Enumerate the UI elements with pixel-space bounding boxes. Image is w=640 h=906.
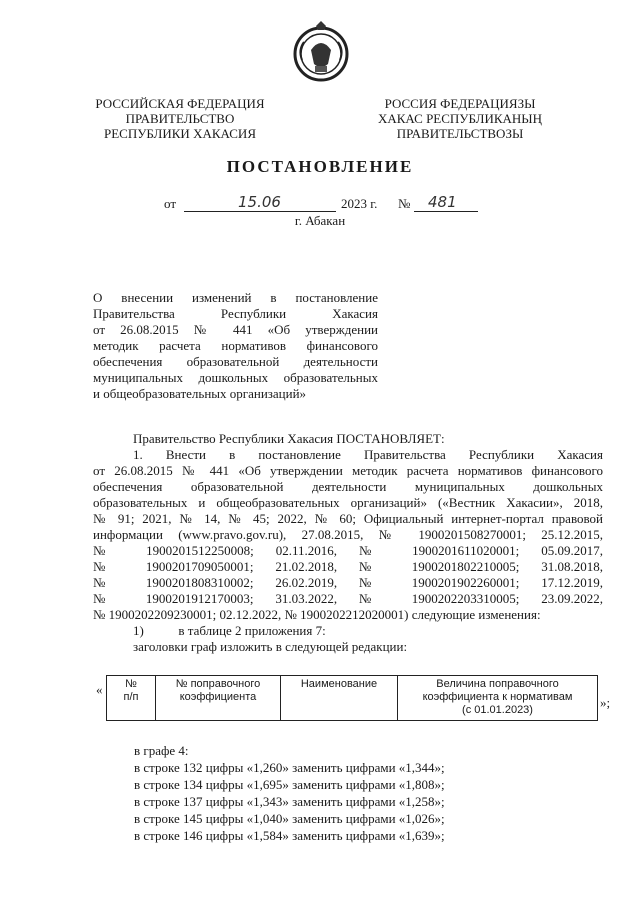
subject-line: и общеобразовательных организаций» bbox=[93, 386, 307, 401]
close-quote: »; bbox=[600, 695, 611, 710]
body-text bbox=[93, 431, 603, 655]
column-header-table bbox=[106, 675, 598, 721]
column-header-name: Наименование bbox=[281, 676, 398, 721]
subject-line: обеспечения образовательной деятельности bbox=[93, 354, 378, 369]
subclause-text: в таблице 2 приложения 7: bbox=[178, 623, 326, 638]
header-right-line: ХАКАС РЕСПУБЛИКАНЫҢ bbox=[377, 111, 543, 126]
body-line: № 1900201808310002; 26.02.2019, № 1900201902260001; 17.12.2019, bbox=[93, 575, 603, 590]
number-sign: № bbox=[398, 196, 411, 211]
body-line: № 1900202209230001; 02.12.2022, № 1900202212020001) следующие изменения: bbox=[93, 607, 541, 622]
body-line: № 1900201709050001; 21.02.2018, № 1900201802210005; 31.08.2018, bbox=[93, 559, 603, 574]
header-right-line: ПРАВИТЕЛЬСТВОЗЫ bbox=[396, 126, 524, 141]
body-line: обеспечения образовательной деятельности муниципальных дошкольных bbox=[93, 479, 603, 494]
body-line: № 91; 2021, № 14, № 45; 2022, № 60; Официальный интернет-портал правовой bbox=[93, 511, 603, 526]
body-intro: Правительство Республики Хакасия ПОСТАНОВЛЯЕТ: bbox=[133, 431, 445, 446]
header-left-line: РОССИЙСКАЯ ФЕДЕРАЦИЯ bbox=[95, 96, 265, 111]
date-year: 2023 г. bbox=[341, 196, 378, 211]
body-line: № 1900201512250008; 02.11.2016, № 1900201611020001; 05.09.2017, bbox=[93, 543, 603, 558]
changes-heading: в графе 4: bbox=[134, 743, 189, 758]
subject-line: от 26.08.2015 № 441 «Об утверждении bbox=[93, 322, 378, 337]
city-label: г. Абакан bbox=[294, 213, 346, 228]
date-prefix: от bbox=[164, 196, 177, 211]
body-line: от 26.08.2015 № 441 «Об утверждении методик расчета нормативов финансового bbox=[93, 463, 603, 478]
document-title: ПОСТАНОВЛЕНИЕ bbox=[226, 157, 414, 176]
table-row bbox=[107, 676, 598, 721]
body-line: 1. Внести в постановление Правительства Республики Хакасия bbox=[133, 447, 603, 462]
subject-block bbox=[93, 290, 378, 402]
subject-line: О внесении изменений в постановление bbox=[93, 290, 378, 305]
list-item: в строке 137 цифры «1,343» заменить цифрами «1,258»; bbox=[134, 794, 445, 809]
header-left-line: ПРАВИТЕЛЬСТВО bbox=[125, 111, 235, 126]
column-header-value: Величина поправочного коэффициента к нормативам (с 01.01.2023) bbox=[398, 676, 598, 721]
handwritten-date: 15.06 bbox=[238, 193, 281, 211]
handwritten-number: 481 bbox=[428, 193, 457, 211]
subject-line: муниципальных дошкольных образовательных bbox=[93, 370, 378, 385]
header-left-line: РЕСПУБЛИКИ ХАКАСИЯ bbox=[103, 126, 256, 141]
subject-line: методик расчета нормативов финансового bbox=[93, 338, 378, 353]
header-left-block bbox=[60, 96, 300, 141]
body-line: образовательных и общеобразовательных организаций» («Вестник Хакасии», 2018, bbox=[93, 495, 603, 510]
subclause-instruction: заголовки граф изложить в следующей редакции: bbox=[133, 639, 408, 654]
list-item: в строке 134 цифры «1,695» заменить цифрами «1,808»; bbox=[134, 777, 445, 792]
subject-line: Правительства Республики Хакасия bbox=[93, 306, 378, 321]
header-right-block bbox=[340, 96, 580, 141]
column-header-number: № п/п bbox=[107, 676, 156, 721]
list-item: в строке 132 цифры «1,260» заменить цифрами «1,344»; bbox=[134, 760, 445, 775]
body-line: № 1900201912170003; 31.03.2022, № 1900202203310005; 23.09.2022, bbox=[93, 591, 603, 606]
open-quote: « bbox=[96, 682, 103, 697]
subclause-number: 1) bbox=[133, 623, 144, 638]
changes-list bbox=[134, 742, 445, 844]
header-right-line: РОССИЯ ФЕДЕРАЦИЯЗЫ bbox=[384, 96, 536, 111]
subclause-line bbox=[93, 623, 603, 639]
body-line: информации (www.pravo.gov.ru), 27.08.2015, № 1900201508270001; 25.12.2015, bbox=[93, 527, 603, 542]
list-item: в строке 146 цифры «1,584» заменить цифрами «1,639»; bbox=[134, 828, 445, 843]
column-header-coefficient-number: № поправочного коэффициента bbox=[156, 676, 281, 721]
list-item: в строке 145 цифры «1,040» заменить цифрами «1,026»; bbox=[134, 811, 445, 826]
coat-of-arms-emblem bbox=[292, 20, 350, 84]
